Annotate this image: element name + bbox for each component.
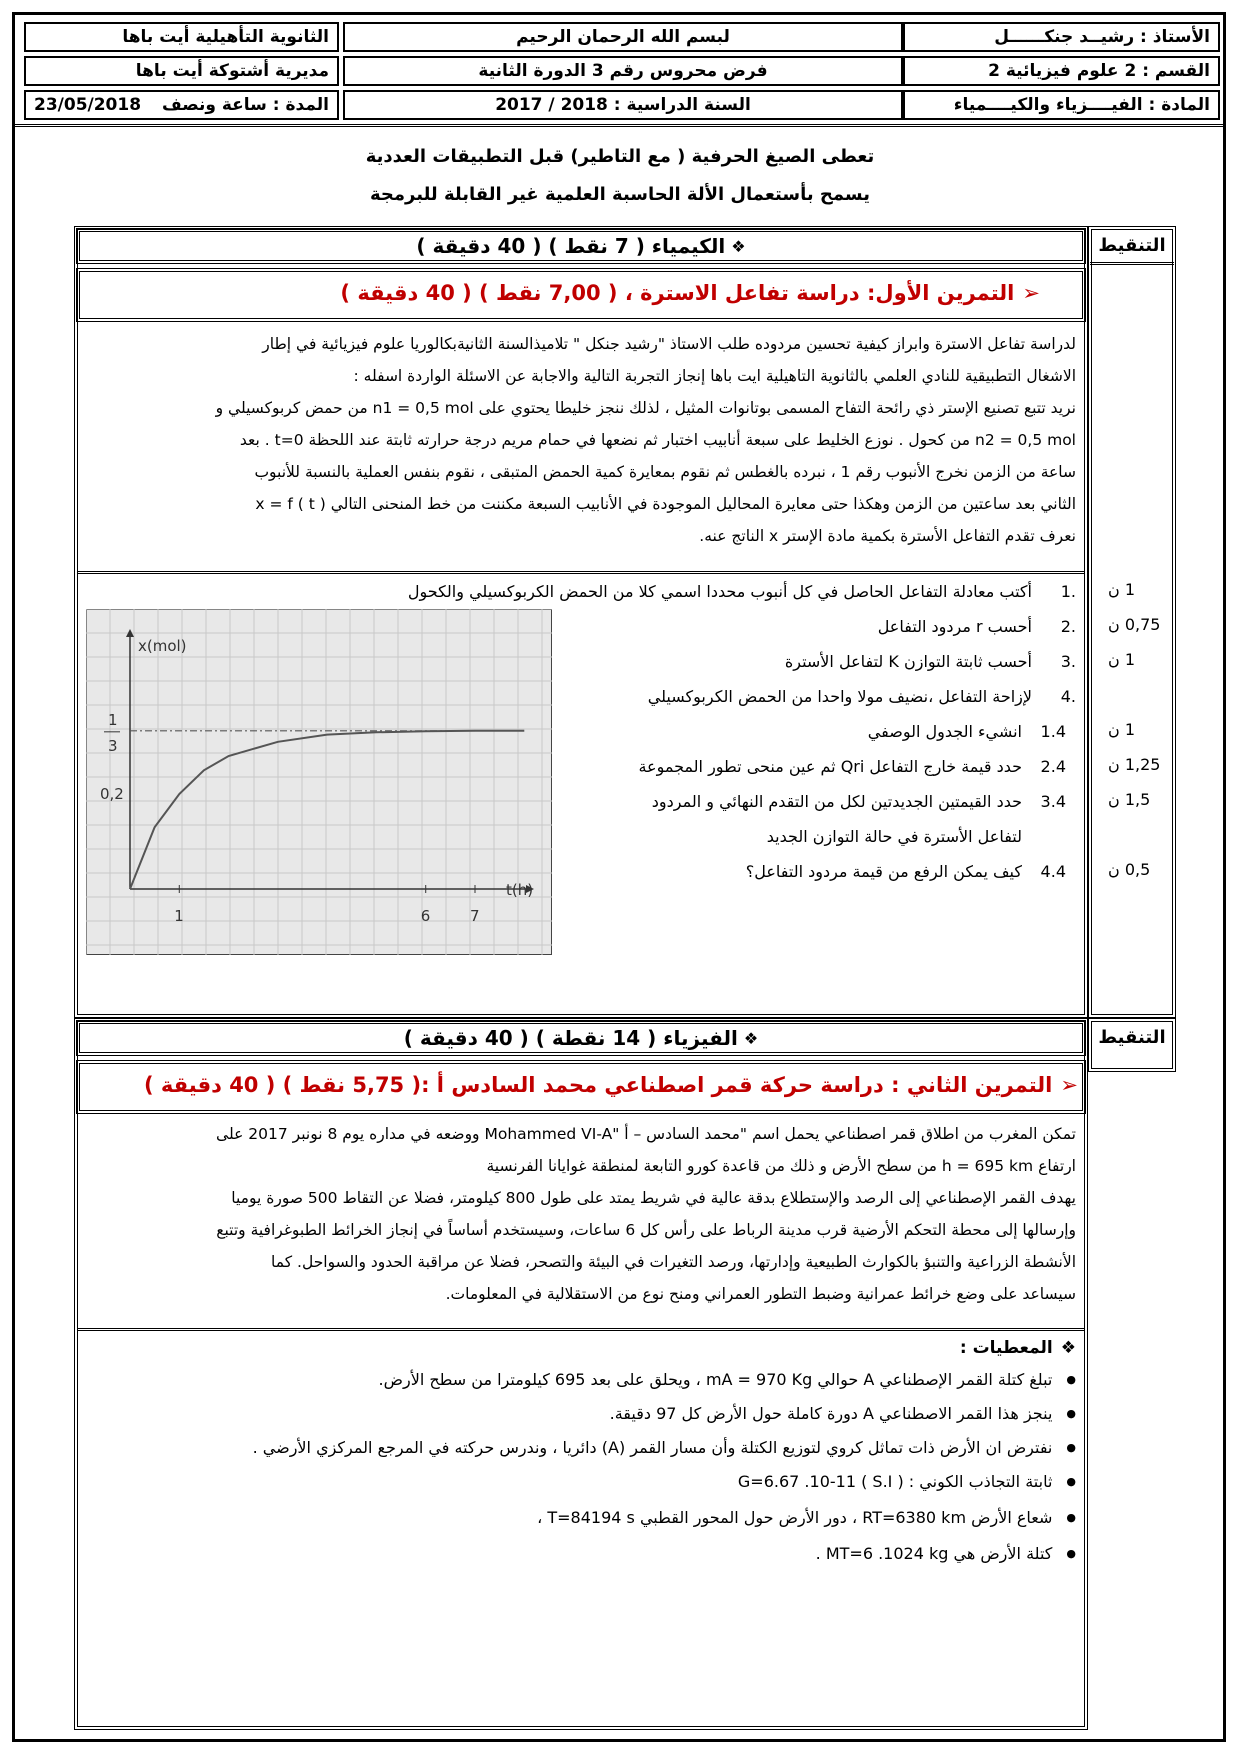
- intro-line: سيساعد على وضع خرائط عمرانية وضبط التطور العمراني ومنح نوع من الاستقلالية في المعلومات.: [445, 1285, 1076, 1303]
- intro-line: n2 = 0,5 mol من كحول . نوزع الخليط على سبعة أنابيب اختبار ثم نضعها في حمام مريم درجة حرارته ثابتة عند اللحظة t=0 . بعد: [239, 431, 1076, 449]
- question-number: 4.4: [1040, 862, 1066, 881]
- class-label: القسم : 2 علوم فيزيائية 2: [903, 56, 1220, 86]
- chemistry-title-text: الكيمياء ( 7 نقط ) ( 40 دقيقة ): [416, 234, 726, 258]
- subject-label: المادة : الفيــــزياء والكيــــمياء: [903, 90, 1220, 120]
- exercise-1-intro: [84, 328, 1076, 552]
- exercise-1-title: [340, 281, 1040, 305]
- question-number: 3.4: [1040, 792, 1066, 811]
- header-row-3: [20, 90, 1220, 120]
- question-text: حدد قيمة خارج التفاعل Qri ثم عين منحى تطور المجموعة: [638, 757, 1022, 776]
- exercise-1-title-text: التمرين الأول: دراسة تفاعل الاسترة ، ( 7,00 نقط ) ( 40 دقيقة ): [340, 281, 1015, 305]
- data-item: ● كتلة الأرض هي MT=6 .1024 kg .: [816, 1544, 1076, 1563]
- instruction-2: يسمح بأستعمال الألة الحاسبة العلمية غير القابلة للبرمجة: [370, 184, 870, 205]
- diamond-bullet-icon: ❖: [1060, 1338, 1076, 1358]
- header-separator: [14, 124, 1224, 127]
- question-item: [868, 722, 1066, 741]
- intro-line: الاشغال التطبيقية للنادي العلمي بالثانوية التاهيلية ايت باها إنجاز التجربة التالية والاجابة عن الاسئلة الواردة اسفله :: [353, 367, 1076, 385]
- data-item: ● ثابتة التجاذب الكوني : ( S.I ) G=6.67 .10-11: [738, 1472, 1076, 1491]
- school-name: الثانوية التأهيلية أيت باها: [24, 22, 339, 52]
- data-heading: [960, 1338, 1076, 1358]
- intro-line: نعرف تقدم التفاعل الأسترة بكمية مادة الإستر x الناتج عنه.: [699, 527, 1076, 545]
- intro-line: الأنشطة الزراعية والتنبؤ بالكوارث الطبيعية وإدارتها، ورصد التغيرات في البيئة والتصحر، فضلا عن مراقبة الحدود والسواحل. كما: [271, 1253, 1076, 1271]
- grading-spacer: [1094, 268, 1174, 322]
- teacher-name: الأستاذ : رشيــد جنكــــــل: [903, 22, 1220, 52]
- question-points: 1 ن: [1108, 650, 1136, 669]
- x-tick-label: 6: [420, 907, 431, 925]
- intro-line: تمكن المغرب من اطلاق قمر اصطناعي يحمل اسم "محمد السادس – أ "Mohammed VI-A ووضعه في مداره يوم 8 نونبر 2017 على: [216, 1125, 1076, 1143]
- y-tick-label: 0,2: [100, 785, 124, 803]
- question-number: .3: [1060, 652, 1076, 671]
- duration-date: [24, 90, 339, 120]
- intro-line: لدراسة تفاعل الاسترة وابراز كيفية تحسين مردوده طلب الاستاذ "رشيد جنكل " تلاميذالسنة الثانيةبكالوريا علوم فيزيائية في إطار: [262, 335, 1076, 353]
- physics-title-text: الفيزياء ( 14 نقطة ) ( 40 دقيقة ): [403, 1026, 738, 1050]
- x-axis-label: t(h): [506, 881, 534, 899]
- question-number: 1.4: [1040, 722, 1066, 741]
- question-points: 0,5 ن: [1108, 860, 1151, 879]
- intro-line: ساعة من الزمن نخرج الأنبوب رقم 1 ، نبرده بالغطس ثم نقوم بمعايرة كمية الحمض المتبقى ، نقوم بنفس العملية بالنسبة للأنبوب: [254, 463, 1076, 481]
- x-tick-label: 1: [174, 907, 184, 925]
- arrow-marker-icon: ➢: [1022, 281, 1040, 305]
- data-heading-text: المعطيات :: [959, 1338, 1053, 1358]
- intro-line: وإرسالها إلى محطة التحكم الأرضية قرب مدينة الرباط على رأس كل 6 ساعات، وسيستخدم أساساً في إنجاز الخرائط الطبوغرافية وتتبع: [216, 1221, 1076, 1239]
- data-item: ● تبلغ كتلة القمر الإصطناعي A حوالي mA = 970 Kg ، ويحلق على بعد 695 كيلومترا من سطح الأرض.: [379, 1370, 1076, 1389]
- question-text: لتفاعل الأسترة في حالة التوازن الجديد: [766, 827, 1022, 846]
- data-divider: [78, 1328, 1084, 1331]
- instruction-1: تعطى الصيغ الحرفية ( مع التاطير) قبل التطبيقات العددية: [365, 146, 875, 167]
- duration-label: المدة : ساعة ونصف: [162, 95, 329, 115]
- directorate-label: مديرية أشتوكة أيت باها: [24, 56, 339, 86]
- intro-line: ارتفاع h = 695 km من سطح الأرض و ذلك من قاعدة كورو التابعة لمنطقة غوايانا الفرنسية: [486, 1157, 1076, 1175]
- physics-title: [76, 1020, 1086, 1056]
- diamond-bullet-icon: ❖: [731, 236, 746, 256]
- grading-header-chem: التنقيط: [1090, 228, 1174, 265]
- intro-line: يهدف القمر الإصطناعي إلى الرصد والإستطلاع بدقة عالية في شريط يمتد على طول 800 كيلومتر، فضلا عن التقاط 500 صورة يوميا: [231, 1189, 1076, 1207]
- school-year: السنة الدراسية : 2018 / 2017: [343, 90, 903, 120]
- question-number: 2.4: [1040, 757, 1066, 776]
- intro-line: الثاني بعد ساعتين من الزمن وهكذا حتى معايرة المحاليل الموجودة في الأنابيب السبعة مكننت من خط المنحنى التالي x = f ( t ): [255, 495, 1076, 513]
- question-text: أكتب معادلة التفاعل الحاصل في كل أنبوب محددا اسمي كلا من الحمض الكربوكسيلي والكحول: [407, 582, 1032, 601]
- question-text: أحسب r مردود التفاعل: [877, 617, 1032, 636]
- basmala: لبسم الله الرحمان الرحيم: [343, 22, 903, 52]
- arrow-marker-icon: ➢: [1060, 1073, 1078, 1097]
- exam-label: فرض محروس رقم 3 الدورة الثانية: [343, 56, 903, 86]
- data-item: ● ينجز هذا القمر الاصطناعي A دورة كاملة حول الأرض كل 97 دقيقة.: [610, 1404, 1076, 1423]
- question-points: 1 ن: [1108, 720, 1136, 739]
- asymptote-label-numerator: 1: [108, 710, 118, 729]
- advancement-graph: [86, 609, 552, 955]
- question-text: أحسب ثابتة التوازن K لتفاعل الأسترة: [784, 652, 1032, 671]
- question-text: انشيء الجدول الوصفي: [867, 722, 1022, 741]
- question-item: [878, 617, 1076, 636]
- graph-background: [86, 609, 552, 955]
- question-points: 1 ن: [1108, 580, 1136, 599]
- question-number: .2: [1060, 617, 1076, 636]
- data-item: ● نفترض ان الأرض ذات تماثل كروي لتوزيع الكتلة وأن مسار القمر (A) دائريا ، وندرس حركته في المرجع المركزي الأرضي .: [253, 1438, 1076, 1457]
- question-item: [652, 792, 1066, 811]
- question-item: [746, 862, 1066, 881]
- question-item: [767, 827, 1022, 846]
- question-text: لإزاحة التفاعل ،نضيف مولا واحدا من الحمض الكربوكسيلي: [647, 687, 1032, 706]
- y-axis-label: x(mol): [138, 637, 187, 655]
- question-item: [648, 687, 1076, 706]
- question-number: .4: [1060, 687, 1076, 706]
- intro-divider: [78, 571, 1084, 574]
- intro-line: نريد تتبع تصنيع الإستر ذي رائحة التفاح المسمى بوتانوات المثيل ، لذلك ننجز خليطا يحتوي على n1 = 0,5 mol من حمض كربوكسيلي و: [215, 399, 1076, 417]
- question-points: 1,5 ن: [1108, 790, 1151, 809]
- exercise-2-title: [144, 1073, 1078, 1097]
- asymptote-label-denominator: 3: [108, 736, 118, 755]
- question-text: كيف يمكن الرفع من قيمة مردود التفاعل؟: [745, 862, 1022, 881]
- header-row-1: [20, 22, 1220, 52]
- question-item: [408, 582, 1076, 601]
- x-tick-label: 7: [470, 907, 480, 925]
- grading-header-phys: التنقيط: [1098, 1026, 1166, 1048]
- question-item: [638, 757, 1066, 776]
- exercise-2-intro: [84, 1118, 1076, 1310]
- question-points: 1,25 ن: [1108, 755, 1161, 774]
- exercise-2-title-text: التمرين الثاني : دراسة حركة قمر اصطناعي محمد السادس أ :( 5,75 نقط ) ( 40 دقيقة ): [144, 1073, 1053, 1097]
- data-item: ● شعاع الأرض RT=6380 km ، دور الأرض حول المحور القطبي T=84194 s ،: [537, 1508, 1076, 1527]
- exam-date: 23/05/2018: [34, 95, 142, 115]
- question-text: حدد القيمتين الجديدتين لكل من التقدم النهائي و المردود: [651, 792, 1022, 811]
- question-points: 0,75 ن: [1108, 615, 1161, 634]
- chemistry-title: [76, 228, 1086, 264]
- header-row-2: [20, 56, 1220, 86]
- diamond-bullet-icon: ❖: [743, 1028, 759, 1048]
- question-item: [785, 652, 1076, 671]
- question-number: .1: [1060, 582, 1076, 601]
